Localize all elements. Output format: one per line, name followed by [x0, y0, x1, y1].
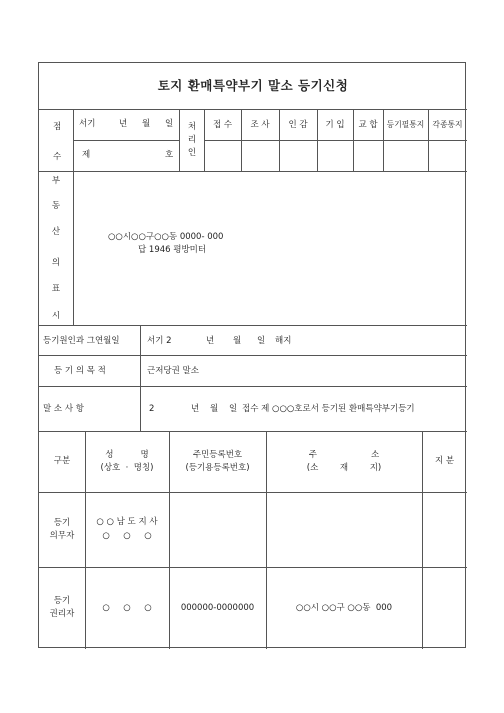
cancel-date-day: 일 [229, 404, 238, 414]
party-header-id-top: 주민등록번호 [192, 449, 243, 460]
divider [39, 109, 467, 110]
reception-label-su: 수 [53, 152, 62, 162]
cancel-date-year: 년 [191, 404, 200, 414]
reception-date-month: 월 [142, 119, 151, 129]
cause-date-month: 월 [233, 336, 242, 346]
property-label-char: 시 [51, 311, 61, 321]
obligor-name-bottom: ○ ○ ○ [102, 530, 152, 541]
cause-date-day: 일 [257, 336, 266, 346]
property-address: ○○시○○구○○동 0000- 000 [108, 232, 224, 242]
processing-col-completion-notice: 등기필통지 [386, 120, 425, 130]
party-header-address [266, 431, 422, 492]
cause-date-prefix: 서기 2 [147, 336, 172, 346]
obligor-label-top: 등기 [53, 517, 71, 528]
registration-form [38, 62, 466, 648]
divider [39, 171, 467, 172]
cancel-date-prefix: 2 [149, 404, 155, 414]
obligee-label [39, 567, 85, 649]
processing-col-reception: 접 수 [212, 119, 233, 130]
cancel-date-month: 월 [210, 404, 219, 414]
cancel-label: 말 소 사 항 [43, 404, 84, 414]
property-label-char: 부 [51, 176, 61, 186]
divider [73, 140, 179, 141]
party-header-share: 지 분 [434, 456, 455, 467]
party-header-id [169, 431, 266, 492]
processing-label-in: 인 [187, 148, 197, 158]
divider [73, 109, 74, 171]
cause-label: 등기원인과 그연월일 [43, 336, 120, 346]
divider [39, 325, 467, 326]
party-header-id-bottom: (등기용등록번호) [185, 462, 250, 473]
obligor-name-top: ○ ○ 남 도 지 사 [96, 516, 158, 527]
obligee-id: 000000-0000000 [180, 602, 255, 613]
processing-col-entry: 기 입 [325, 119, 345, 130]
reception-number-prefix: 제 [82, 150, 91, 160]
processing-label-cheo: 처 [187, 122, 197, 132]
divider [39, 355, 467, 356]
cause-type: 해지 [275, 336, 292, 346]
obligee-label-bottom: 권리자 [49, 609, 75, 619]
processing-col-seal: 인 감 [288, 119, 308, 130]
reception-label-jeop: 점 [53, 122, 62, 132]
divider [140, 386, 141, 431]
processing-col-check: 교 합 [358, 119, 378, 130]
obligee-name: ○ ○ ○ [102, 602, 152, 613]
property-area: 답 1946 평방미터 [138, 245, 207, 255]
processing-col-investigation: 조 사 [250, 119, 270, 130]
divider [179, 109, 180, 171]
cause-date-year: 년 [206, 336, 215, 346]
reception-date-year: 년 [119, 119, 128, 129]
reception-date-prefix: 서기 [79, 119, 96, 129]
purpose-value: 근저당권 말소 [147, 366, 199, 376]
processing-col-various-notice: 각종통지 [432, 120, 463, 130]
obligee-address: ○○시 ○○구 ○○동 000 [295, 602, 393, 613]
obligor-name [85, 492, 169, 567]
reception-date-day: 일 [165, 119, 174, 129]
form-title: 토지 환매특약부기 말소 등기신청 [157, 78, 349, 93]
party-header-name-bottom: (상호 · 명칭) [100, 462, 154, 473]
purpose-label: 등 기 의 목 적 [54, 366, 106, 376]
processing-label-ri: 리 [187, 135, 197, 145]
property-label-char: 의 [51, 258, 61, 268]
divider [73, 171, 74, 325]
property-label-char: 산 [51, 227, 61, 237]
party-header-address-top: 주 소 [308, 449, 380, 460]
party-header-gubun: 구분 [53, 456, 71, 467]
obligor-label [39, 492, 85, 567]
property-label-char: 동 [51, 201, 61, 211]
cancel-detail: 접수 제 ○○○호로서 등기된 환매특약부기등기 [242, 404, 415, 414]
obligee-label-top: 등기 [53, 596, 71, 607]
obligor-label-bottom: 의무자 [49, 530, 75, 541]
divider [39, 386, 467, 387]
divider [140, 325, 141, 386]
party-header-address-bottom: (소 재 지) [306, 462, 382, 473]
property-label-char: 표 [51, 284, 61, 294]
reception-number-suffix: 호 [165, 150, 174, 160]
party-header-name [85, 431, 169, 492]
party-header-name-top: 성 명 [105, 449, 149, 460]
